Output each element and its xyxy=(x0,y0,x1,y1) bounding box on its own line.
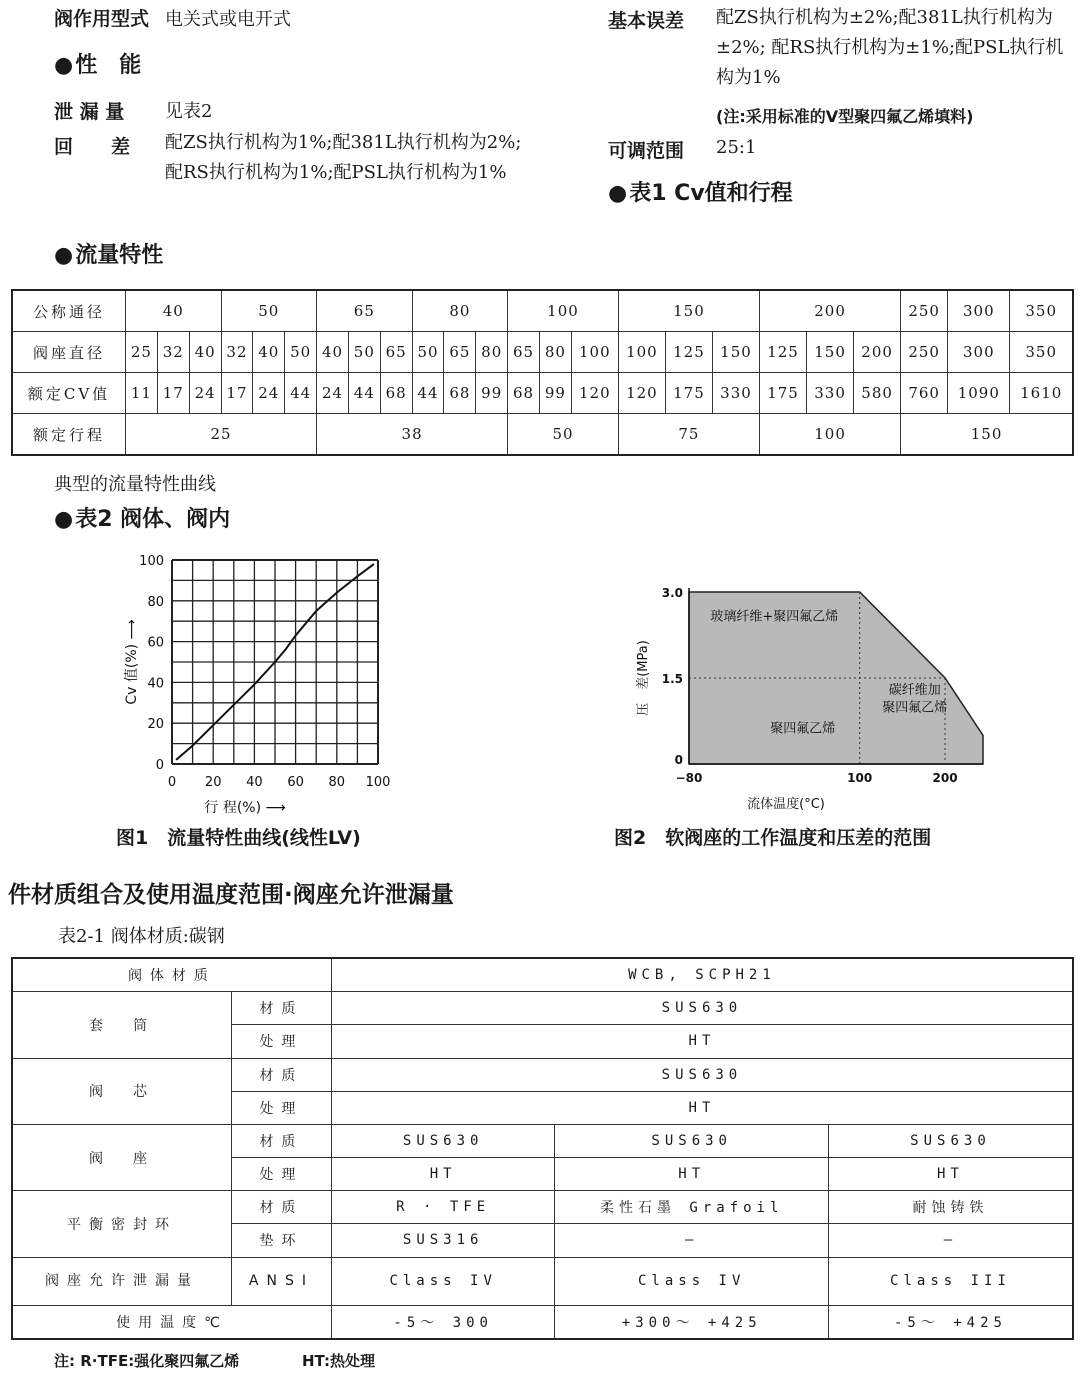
treatment-sub-label: 处理 xyxy=(232,1091,332,1124)
seat-diameter-cell: 250 xyxy=(901,332,948,373)
rated-stroke-cell: 25 xyxy=(126,414,317,456)
rated-stroke-cell: 100 xyxy=(760,414,901,456)
core-label: 阀 芯 xyxy=(12,1058,232,1124)
x-tick-label: −80 xyxy=(675,771,703,785)
range-label: 可调范围 xyxy=(608,140,685,162)
seat-material-3: SUS630 xyxy=(828,1124,1073,1157)
material-sub-label: 材质 xyxy=(232,1124,332,1157)
figure2-caption: 图2 软阀座的工作温度和压差的范围 xyxy=(614,827,932,849)
seat-diameter-cell: 100 xyxy=(571,332,618,373)
typical-curve-label: 典型的流量特性曲线 xyxy=(54,474,216,495)
rated-cv-cell: 120 xyxy=(571,373,618,414)
table-row xyxy=(12,1124,1073,1157)
rated-cv-cell: 330 xyxy=(807,373,854,414)
y-axis-label: 压 差(MPa) xyxy=(636,640,651,716)
y-tick-label: 80 xyxy=(147,594,164,610)
rated-cv-cell: 1610 xyxy=(1010,373,1073,414)
seat-diameter-cell: 300 xyxy=(948,332,1010,373)
treatment-sub-label: 处理 xyxy=(232,1025,332,1058)
y-tick-label: 40 xyxy=(147,676,164,692)
region-annotation: 玻璃纤维+聚四氟乙烯 xyxy=(710,609,839,625)
performance-heading: ● 性 能 xyxy=(54,48,141,79)
seat-diameter-cell: 32 xyxy=(221,332,253,373)
seal-ring-label: 平衡密封环 xyxy=(12,1191,232,1257)
table-row xyxy=(12,290,1073,332)
table-row xyxy=(12,958,1073,992)
row-header-stroke: 额定行程 xyxy=(12,414,126,456)
seat-diameter-cell: 65 xyxy=(380,332,412,373)
seal-material-3: 耐蚀铸铁 xyxy=(828,1191,1073,1224)
nominal-diameter-cell: 250 xyxy=(901,290,948,332)
rated-cv-cell: 24 xyxy=(253,373,285,414)
rated-cv-cell: 175 xyxy=(760,373,807,414)
rated-cv-cell: 11 xyxy=(126,373,158,414)
y-tick-label: 60 xyxy=(147,635,164,651)
flow-characteristic-heading: ● 流量特性 xyxy=(54,238,163,269)
leakage-value: 见表2 xyxy=(165,101,213,122)
basic-error-note: (注:采用标准的V型聚四氟乙烯填料) xyxy=(716,107,974,126)
region-annotation: 碳纤维加 xyxy=(888,683,941,699)
leakage-label: 泄 漏 量 xyxy=(54,101,125,123)
x-tick-label: 100 xyxy=(365,775,391,790)
seat-diameter-cell: 200 xyxy=(854,332,901,373)
rated-cv-cell: 17 xyxy=(221,373,253,414)
x-tick-label: 40 xyxy=(246,775,263,790)
temperature-pressure-chart xyxy=(625,570,1005,818)
rated-stroke-cell: 38 xyxy=(317,414,508,456)
seat-diameter-cell: 100 xyxy=(618,332,665,373)
nominal-diameter-cell: 65 xyxy=(317,290,413,332)
seat-label: 阀 座 xyxy=(12,1124,232,1190)
table1-heading: ● 表1 Cv值和行程 xyxy=(608,176,793,207)
hysteresis-value: 配ZS执行机构为1%;配381L执行机构为2%; 配RS执行机构为1%;配PSL执行机构为1% xyxy=(165,132,522,183)
x-axis-label: 行 程(%) ⟶ xyxy=(204,800,286,816)
sleeve-label: 套 筒 xyxy=(12,992,232,1058)
basic-error-value: 配ZS执行机构为±2%;配381L执行机构为±2%; 配RS执行机构为±1%;配PSL执行机构为1% xyxy=(716,7,1064,88)
seal-gasket-3: — xyxy=(828,1224,1073,1257)
seat-treatment-2: HT xyxy=(555,1158,828,1191)
table-row xyxy=(12,1305,1073,1339)
rated-stroke-cell: 150 xyxy=(901,414,1073,456)
temperature-range-1: -5～ 300 xyxy=(331,1305,555,1339)
seat-diameter-cell: 40 xyxy=(253,332,285,373)
sleeve-treatment: HT xyxy=(331,1025,1073,1058)
rated-stroke-cell: 50 xyxy=(508,414,619,456)
material-table xyxy=(11,957,1074,1340)
seat-diameter-cell: 80 xyxy=(539,332,571,373)
seal-gasket-1: SUS316 xyxy=(331,1224,555,1257)
x-tick-label: 20 xyxy=(204,775,222,790)
leakage-class-2: Class IV xyxy=(555,1257,828,1305)
seat-diameter-cell: 50 xyxy=(285,332,317,373)
table-row xyxy=(12,1191,1073,1224)
rated-cv-cell: 44 xyxy=(285,373,317,414)
rated-cv-cell: 120 xyxy=(618,373,665,414)
rated-cv-cell: 68 xyxy=(508,373,540,414)
core-material: SUS630 xyxy=(331,1058,1073,1091)
table2-heading: ● 表2 阀体、阀内 xyxy=(54,502,230,533)
hysteresis-label: 回 差 xyxy=(54,136,131,158)
flow-characteristic-chart xyxy=(100,548,410,818)
temperature-range-3: -5～ +425 xyxy=(828,1305,1073,1339)
seat-treatment-3: HT xyxy=(828,1158,1073,1191)
y-tick-label: 100 xyxy=(139,554,164,569)
x-tick-label: 100 xyxy=(847,771,873,785)
section-heading: 件材质组合及使用温度范围·阀座允许泄漏量 xyxy=(8,882,454,908)
seat-diameter-cell: 125 xyxy=(760,332,807,373)
x-tick-label: 200 xyxy=(932,771,958,785)
seat-material-1: SUS630 xyxy=(331,1124,555,1157)
rated-cv-cell: 1090 xyxy=(948,373,1010,414)
y-tick-label: 3.0 xyxy=(661,586,683,600)
rated-cv-cell: 330 xyxy=(712,373,759,414)
figure1-caption: 图1 流量特性曲线(线性LV) xyxy=(116,827,361,849)
y-tick-label: 1.5 xyxy=(661,672,683,686)
treatment-sub-label: 处理 xyxy=(232,1158,332,1191)
seat-diameter-cell: 150 xyxy=(807,332,854,373)
valve-action-value: 电关式或电开式 xyxy=(165,9,291,30)
y-tick-label: 20 xyxy=(147,717,164,733)
row-header-cv: 额定CV值 xyxy=(12,373,126,414)
table-row xyxy=(12,414,1073,456)
nominal-diameter-cell: 200 xyxy=(760,290,901,332)
seat-diameter-cell: 65 xyxy=(508,332,540,373)
material-sub-label: 材质 xyxy=(232,1191,332,1224)
nominal-diameter-cell: 350 xyxy=(1010,290,1073,332)
core-treatment: HT xyxy=(331,1091,1073,1124)
row-header-nominal: 公称通径 xyxy=(12,290,126,332)
seal-material-1: R · TFE xyxy=(331,1191,555,1224)
seat-diameter-cell: 150 xyxy=(712,332,759,373)
temperature-label: 使用温度℃ xyxy=(12,1305,331,1339)
material-sub-label: 材质 xyxy=(232,1058,332,1091)
nominal-diameter-cell: 100 xyxy=(508,290,619,332)
nominal-diameter-cell: 80 xyxy=(412,290,508,332)
rated-cv-cell: 99 xyxy=(476,373,508,414)
table-row xyxy=(12,332,1073,373)
rated-cv-cell: 44 xyxy=(348,373,380,414)
seat-diameter-cell: 40 xyxy=(317,332,349,373)
table-row xyxy=(12,1058,1073,1091)
temperature-range-2: +300～ +425 xyxy=(555,1305,828,1339)
seat-diameter-cell: 40 xyxy=(189,332,221,373)
region-annotation: 聚四氟乙烯 xyxy=(770,721,836,737)
range-value: 25:1 xyxy=(716,137,757,158)
seat-diameter-cell: 65 xyxy=(444,332,476,373)
rated-cv-cell: 68 xyxy=(444,373,476,414)
rated-stroke-cell: 75 xyxy=(618,414,759,456)
row-header-seat: 阀座直径 xyxy=(12,332,126,373)
basic-error-label: 基本误差 xyxy=(608,10,685,32)
rated-cv-cell: 24 xyxy=(189,373,221,414)
seat-material-2: SUS630 xyxy=(555,1124,828,1157)
y-tick-label: 0 xyxy=(674,753,683,767)
leakage-class-3: Class III xyxy=(828,1257,1073,1305)
x-tick-label: 80 xyxy=(328,775,346,790)
rated-cv-cell: 68 xyxy=(380,373,412,414)
footnote-ht: HT:热处理 xyxy=(302,1352,375,1370)
seat-leakage-label: 阀座允许泄漏量 xyxy=(12,1257,232,1305)
valve-action-label: 阀作用型式 xyxy=(54,8,150,30)
gasket-sub-label: 垫环 xyxy=(232,1224,332,1257)
y-axis-label: Cv 值(%) ⟶ xyxy=(124,619,140,705)
rated-cv-cell: 24 xyxy=(317,373,349,414)
seat-diameter-cell: 50 xyxy=(348,332,380,373)
nominal-diameter-cell: 150 xyxy=(618,290,759,332)
leakage-class-1: Class IV xyxy=(331,1257,555,1305)
body-material-label: 阀体材质 xyxy=(12,958,331,992)
table-row xyxy=(12,1257,1073,1305)
table-row xyxy=(12,992,1073,1025)
seal-material-2: 柔性石墨 Grafoil xyxy=(555,1191,828,1224)
nominal-diameter-cell: 40 xyxy=(126,290,222,332)
footnote-rtfe: 注: R·TFE:强化聚四氟乙烯 xyxy=(54,1352,240,1370)
table21-caption: 表2-1 阀体材质:碳钢 xyxy=(58,926,225,947)
rated-cv-cell: 580 xyxy=(854,373,901,414)
seat-diameter-cell: 25 xyxy=(126,332,158,373)
seat-diameter-cell: 32 xyxy=(157,332,189,373)
seat-diameter-cell: 125 xyxy=(665,332,712,373)
table-row xyxy=(12,373,1073,414)
x-tick-label: 60 xyxy=(287,775,304,790)
ansi-sub-label: ANSI xyxy=(232,1257,332,1305)
region-annotation: 聚四氟乙烯 xyxy=(882,700,948,716)
material-sub-label: 材质 xyxy=(232,992,332,1025)
rated-cv-cell: 17 xyxy=(157,373,189,414)
rated-cv-cell: 175 xyxy=(665,373,712,414)
y-tick-label: 0 xyxy=(155,758,164,773)
rated-cv-cell: 99 xyxy=(539,373,571,414)
seal-gasket-2: — xyxy=(555,1224,828,1257)
x-axis-label: 流体温度(°C) xyxy=(747,797,825,812)
sleeve-material: SUS630 xyxy=(331,992,1073,1025)
seat-diameter-cell: 350 xyxy=(1010,332,1073,373)
rated-cv-cell: 760 xyxy=(901,373,948,414)
cv-stroke-table xyxy=(11,289,1074,456)
nominal-diameter-cell: 300 xyxy=(948,290,1010,332)
rated-cv-cell: 44 xyxy=(412,373,444,414)
body-material-value: WCB, SCPH21 xyxy=(331,958,1073,992)
seat-diameter-cell: 50 xyxy=(412,332,444,373)
x-tick-label: 0 xyxy=(167,775,177,790)
nominal-diameter-cell: 50 xyxy=(221,290,317,332)
seat-treatment-1: HT xyxy=(331,1158,555,1191)
seat-diameter-cell: 80 xyxy=(476,332,508,373)
